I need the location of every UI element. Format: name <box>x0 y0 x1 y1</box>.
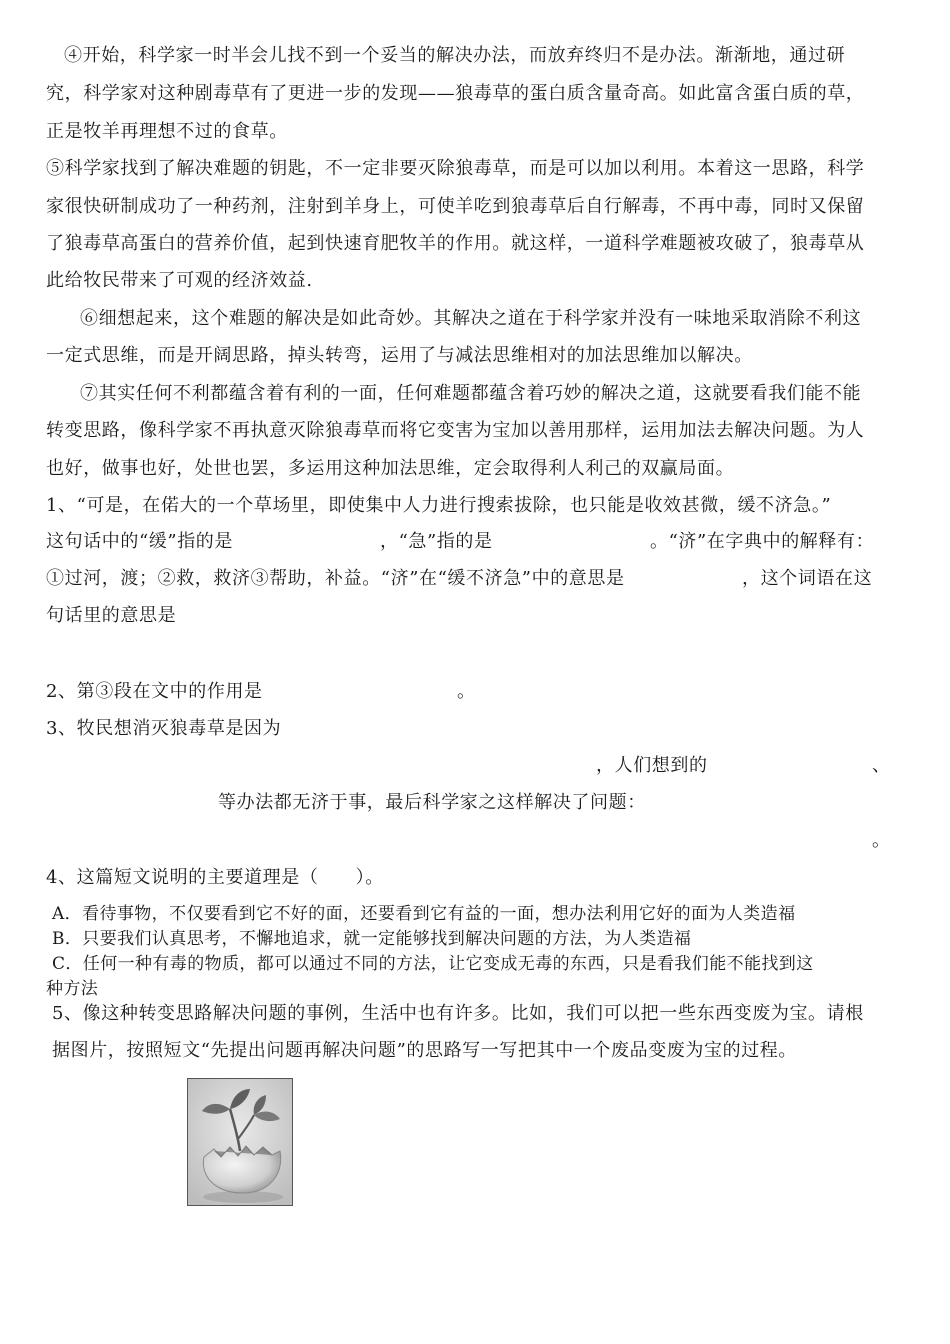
question-1-line-3-b: ，这个词语在这 <box>742 568 873 589</box>
question-5-line-1: 5、像这种转变思路解决问题的事例，生活中也有许多。比如，我们可以把一些东西变废为宝。请根 <box>52 1003 864 1024</box>
question-1-line-2-b: ，“急”指的是 <box>380 531 493 552</box>
paragraph-6-line-1: ⑥细想起来，这个难题的解决是如此奇妙。其解决之道在于科学家并没有一味地采取消除不利这 <box>80 308 862 329</box>
paragraph-4-line-3: 正是牧羊再理想不过的食草。 <box>46 121 288 142</box>
question-1-line-2-c: 。“济”在字典中的解释有： <box>650 531 875 552</box>
question-3-line-3: 等办法都无济于事，最后科学家之这样解决了问题： <box>218 792 646 813</box>
question-3-line-2-a: ，人们想到的 <box>596 755 708 776</box>
question-4-option-b: B．只要我们认真思考，不懈地追求，就一定能够找到解决问题的方法，为人类造福 <box>52 929 692 949</box>
question-2-text: 2、第③段在文中的作用是 <box>46 681 263 702</box>
question-2-end: 。 <box>457 681 476 702</box>
question-3-line-1: 3、牧民想消灭狼毒草是因为 <box>46 718 282 739</box>
paragraph-4-line-1: ④开始，科学家一时半会儿找不到一个妥当的解决办法，而放弃终归不是办法。渐渐地，通过研 <box>64 45 846 66</box>
question-4-option-c-line-1: C．任何一种有毒的物质，都可以通过不同的方法，让它变成无毒的东西，只是看我们能不能找到这 <box>52 954 814 974</box>
question-4-stem: 4、这篇短文说明的主要道理是（ ）。 <box>46 867 384 888</box>
eggshell-seedling-icon <box>188 1079 292 1205</box>
paragraph-5-line-1: ⑤科学家找到了解决难题的钥匙，不一定非要灭除狼毒草，而是可以加以利用。本着这一思路，科学 <box>46 158 865 179</box>
paragraph-5-line-2: 家很快研制成功了一种药剂，注射到羊身上，可使羊吃到狼毒草后自行解毒，不再中毒，同时又保留 <box>46 196 865 217</box>
question-4-option-a: A．看待事物，不仅要看到它不好的面，还要看到它有益的一面，想办法利用它好的面为人类造福 <box>52 904 796 924</box>
paragraph-7-line-2: 转变思路，像科学家不再执意灭除狼毒草而将它变害为宝加以善用那样，运用加法去解决问题。为人 <box>46 420 865 441</box>
question-1-line-1: 1、“可是，在偌大的一个草场里，即使集中人力进行搜索拔除，也只能是收效甚微，缓不济急。” <box>46 495 832 516</box>
eggshell-seedling-photo <box>187 1078 293 1206</box>
paragraph-4-line-2: 究，科学家对这种剧毒草有了更进一步的发现——狼毒草的蛋白质含量奇高。如此富含蛋白质的草， <box>46 83 865 104</box>
question-1-line-2-a: 这句话中的“缓”指的是 <box>46 531 234 552</box>
question-5-line-2: 据图片，按照短文“先提出问题再解决问题”的思路写一写把其中一个废品变废为宝的过程。 <box>52 1040 797 1061</box>
paragraph-7-line-1: ⑦其实任何不利都蕴含着有利的一面，任何难题都蕴含着巧妙的解决之道，这就要看我们能不能 <box>80 383 862 404</box>
paragraph-6-line-2: 一定式思维，而是开阔思路，掉头转弯，运用了与减法思维相对的加法思维加以解决。 <box>46 345 753 366</box>
paragraph-7-line-3: 也好，做事也好，处世也罢，多运用这种加法思维，定会取得利人利己的双赢局面。 <box>46 458 735 479</box>
question-1-line-4: 句话里的意思是 <box>46 605 177 626</box>
question-3-end: 。 <box>872 830 891 851</box>
question-1-line-3-a: ①过河，渡；②救，救济③帮助，补益。“济”在“缓不济急”中的意思是 <box>46 568 625 589</box>
question-4-option-c-line-2: 种方法 <box>46 979 99 999</box>
paragraph-5-line-3: 了狼毒草高蛋白的营养价值，起到快速育肥牧羊的作用。就这样，一道科学难题被攻破了，狼毒草从 <box>46 233 865 254</box>
paragraph-5-line-4: 此给牧民带来了可观的经济效益. <box>46 270 313 291</box>
question-3-line-2-b: 、 <box>872 755 891 776</box>
